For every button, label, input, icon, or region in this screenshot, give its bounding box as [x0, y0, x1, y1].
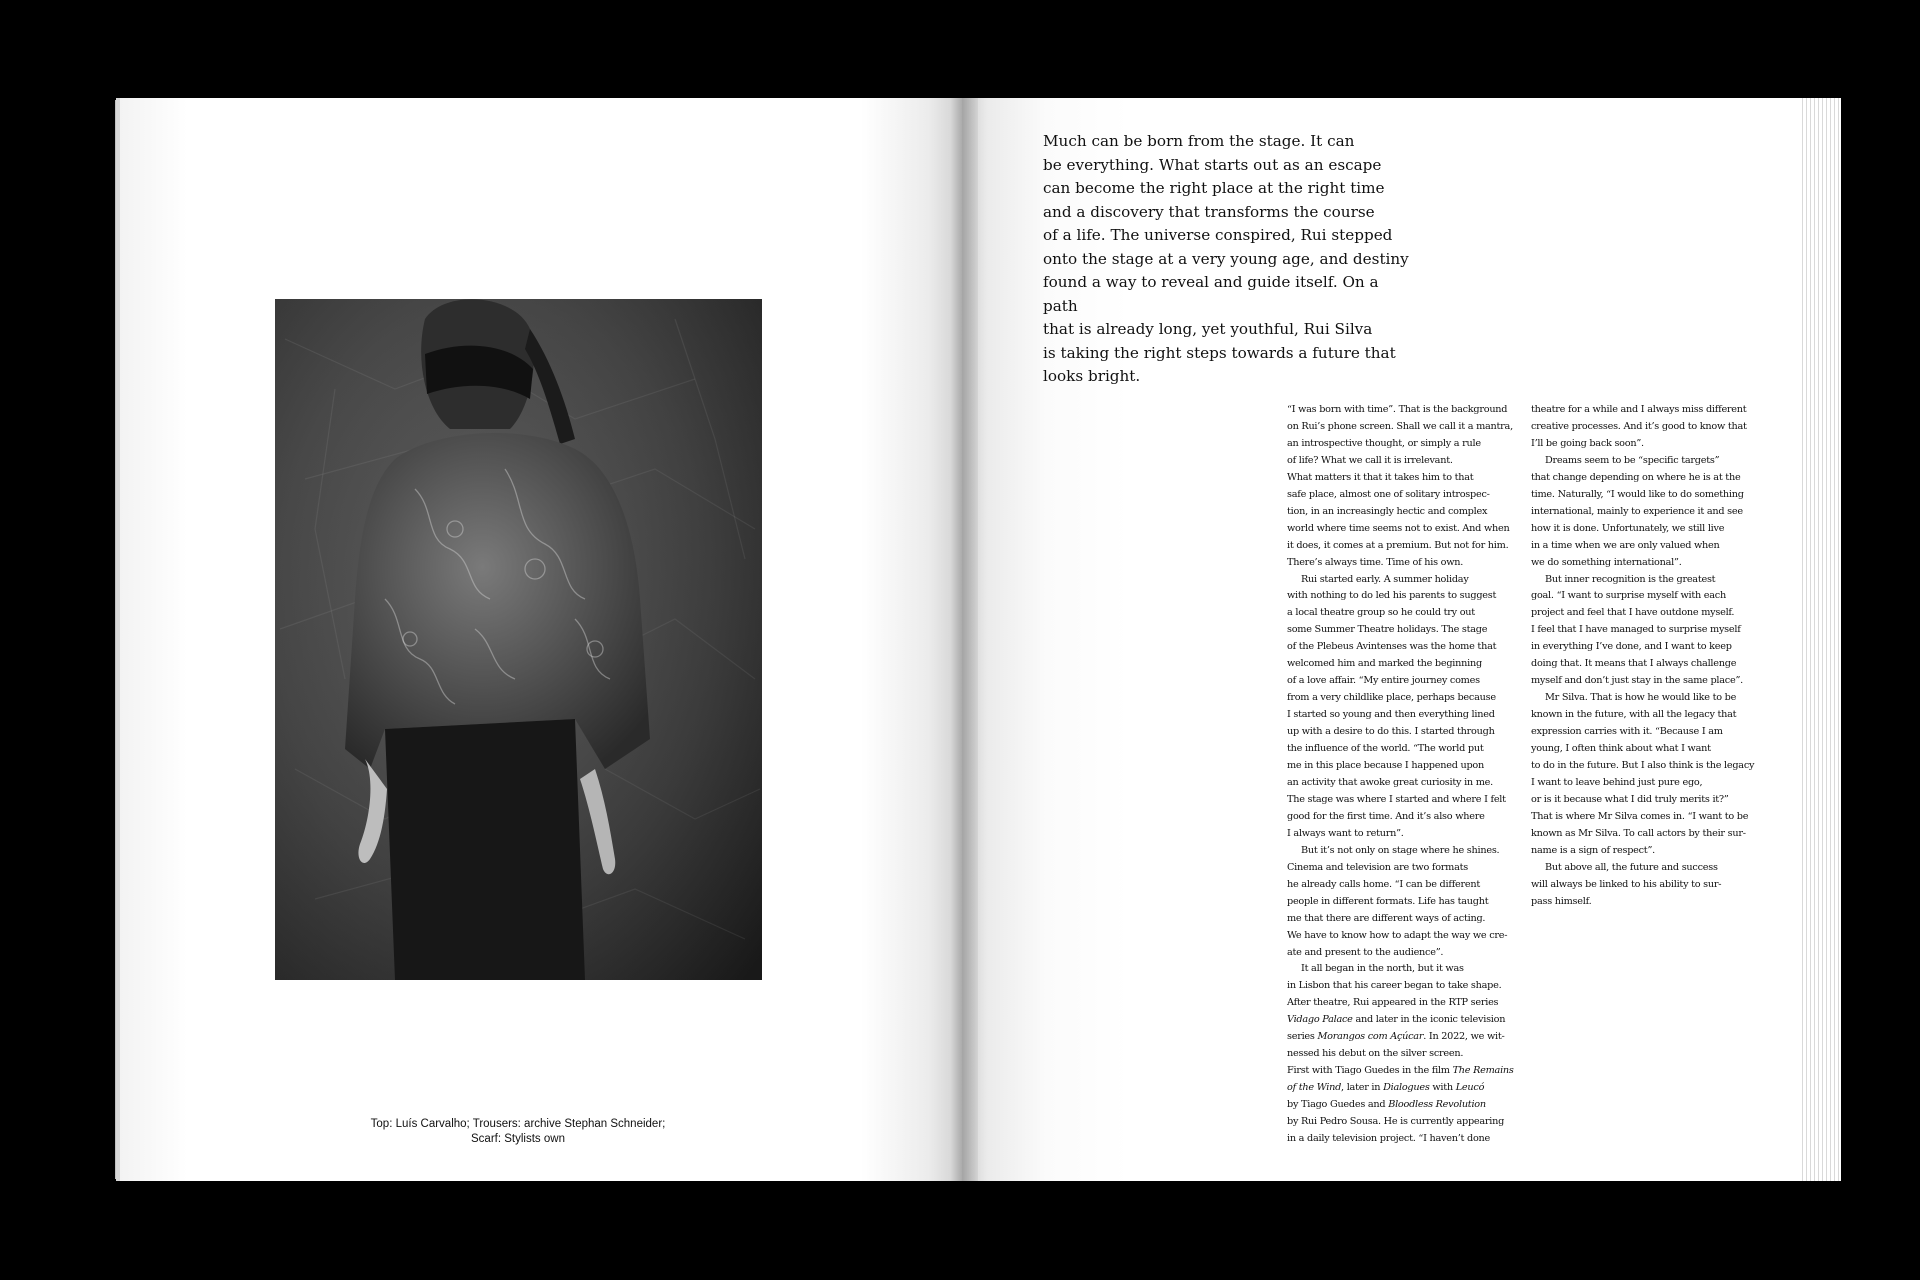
column2-paragraph-3: But inner recognition is the greatest goal. “I want to surprise myself with each project and feel that I have outdone myself. I feel that I have managed to surprise myself in everything I’ve done, and I want to keep doing that. It means that I always challenge myself and don’t just stay in the same place”. — [1531, 573, 1743, 687]
title-vidago-palace: Vidago Palace — [1287, 1014, 1353, 1026]
column1-p4-text-g: by Rui Pedro Sousa. He is currently appearing in a daily television project. “I haven’t done — [1287, 1116, 1505, 1144]
body-column-2 — [1531, 402, 1767, 911]
column1-p4-text-e: with — [1429, 1082, 1456, 1094]
intro-paragraph: Much can be born from the stage. It can be everything. What starts out as an escape can become the right place at the right time and a discovery that transforms the course of a life. The universe conspired, Rui stepped onto the stage at a very young age, and destiny found a way to reveal and guide itself. On a path that is already long, yet youthful, Rui Silva is taking the right steps towards a future that looks bright. — [1043, 132, 1409, 385]
column1-p4-text-c: . In 2022, we wit- nessed his debut on the silver screen. First with Tiago Guedes in the film — [1287, 1031, 1505, 1077]
title-leuco: Leucó — [1455, 1082, 1485, 1094]
portrait-photo-image — [275, 299, 762, 980]
title-remains-of-the-wind: The Remains of the Wind — [1287, 1065, 1514, 1094]
column1-paragraph-3: But it’s not only on stage where he shines. Cinema and television are two formats he already calls home. “I can be different people in different formats. Life has taught me that there are different ways of acting. We have to know how to adapt the way we cre- ate and present to the audience”. — [1287, 844, 1508, 958]
column2-paragraph-4: Mr Silva. That is how he would like to be known in the future, with all the legacy that expression carries with it. “Because I am young, I often think about what I want to do in the future. But I also think is the legacy I want to leave behind just pure ego, or is it because what I did truly merits it?” That is where Mr Silva comes in. “I want to be known as Mr Silva. To call actors by their sur- name is a sign of respect”. — [1531, 692, 1755, 856]
title-bloodless-revolution: Bloodless Revolution — [1388, 1099, 1486, 1111]
column1-p4-text-b: and later in the iconic television series — [1287, 1014, 1506, 1043]
portrait-photo — [275, 299, 762, 980]
title-dialogues: Dialogues — [1383, 1082, 1430, 1094]
column2-paragraph-5: But above all, the future and success will always be linked to his ability to sur- pass himself. — [1531, 861, 1722, 907]
book-gutter — [950, 98, 978, 1181]
column2-paragraph-1: theatre for a while and I always miss different creative processes. And it’s good to know that I’ll be going back soon”. — [1531, 404, 1747, 449]
body-column-1 — [1287, 402, 1523, 1148]
photo-caption — [330, 1117, 706, 1147]
column1-paragraph-4 — [1287, 961, 1523, 1147]
column2-paragraph-2: Dreams seem to be “specific targets” that change depending on where he is at the time. Naturally, “I would like to do something international, mainly to experience it and see how it is done. Unfortunately, we still live in a time when we are only valued when we do something international”. — [1531, 454, 1744, 568]
column1-paragraph-1: “I was born with time”. That is the background on Rui’s phone screen. Shall we call it a mantra, an introspective thought, or simply a rule of life? What we call it is irrelevant. What matters it that it takes him to that safe place, almost one of solitary introspec- tion, in an increasingly hectic and complex world where time seems not to exist. And when it does, it comes at a premium. But not for him. There’s always time. Time of his own. — [1287, 404, 1513, 568]
column1-p4-text-a: It all began in the north, but it was in Lisbon that his career began to take shape. After theatre, Rui appeared in the RTP series — [1287, 963, 1502, 1009]
column1-p4-text-f: by Tiago Guedes and — [1287, 1099, 1386, 1111]
page-stack-edge — [1799, 98, 1841, 1181]
column1-p4-text-d: , later in — [1341, 1082, 1384, 1094]
title-morangos: Morangos com Açúcar — [1317, 1031, 1424, 1043]
caption-line-2: Scarf: Stylists own — [471, 1133, 565, 1145]
column1-paragraph-2: Rui started early. A summer holiday with nothing to do led his parents to suggest a local theatre group so he could try out some Summer Theatre holidays. The stage of the Plebeus Avintenses was the home that welcomed him and marked the beginning of a love affair. “My entire journey comes from a very childlike place, perhaps because I started so young and then everything lined up with a desire to do this. I started through the influence of the world. “The world put me in this place because I happened upon an activity that awoke great curiosity in me. The stage was where I started and where I felt good for the first time. And it’s also where I always want to return”. — [1287, 573, 1506, 839]
caption-line-1: Top: Luís Carvalho; Trousers: archive Stephan Schneider; — [370, 1118, 666, 1130]
